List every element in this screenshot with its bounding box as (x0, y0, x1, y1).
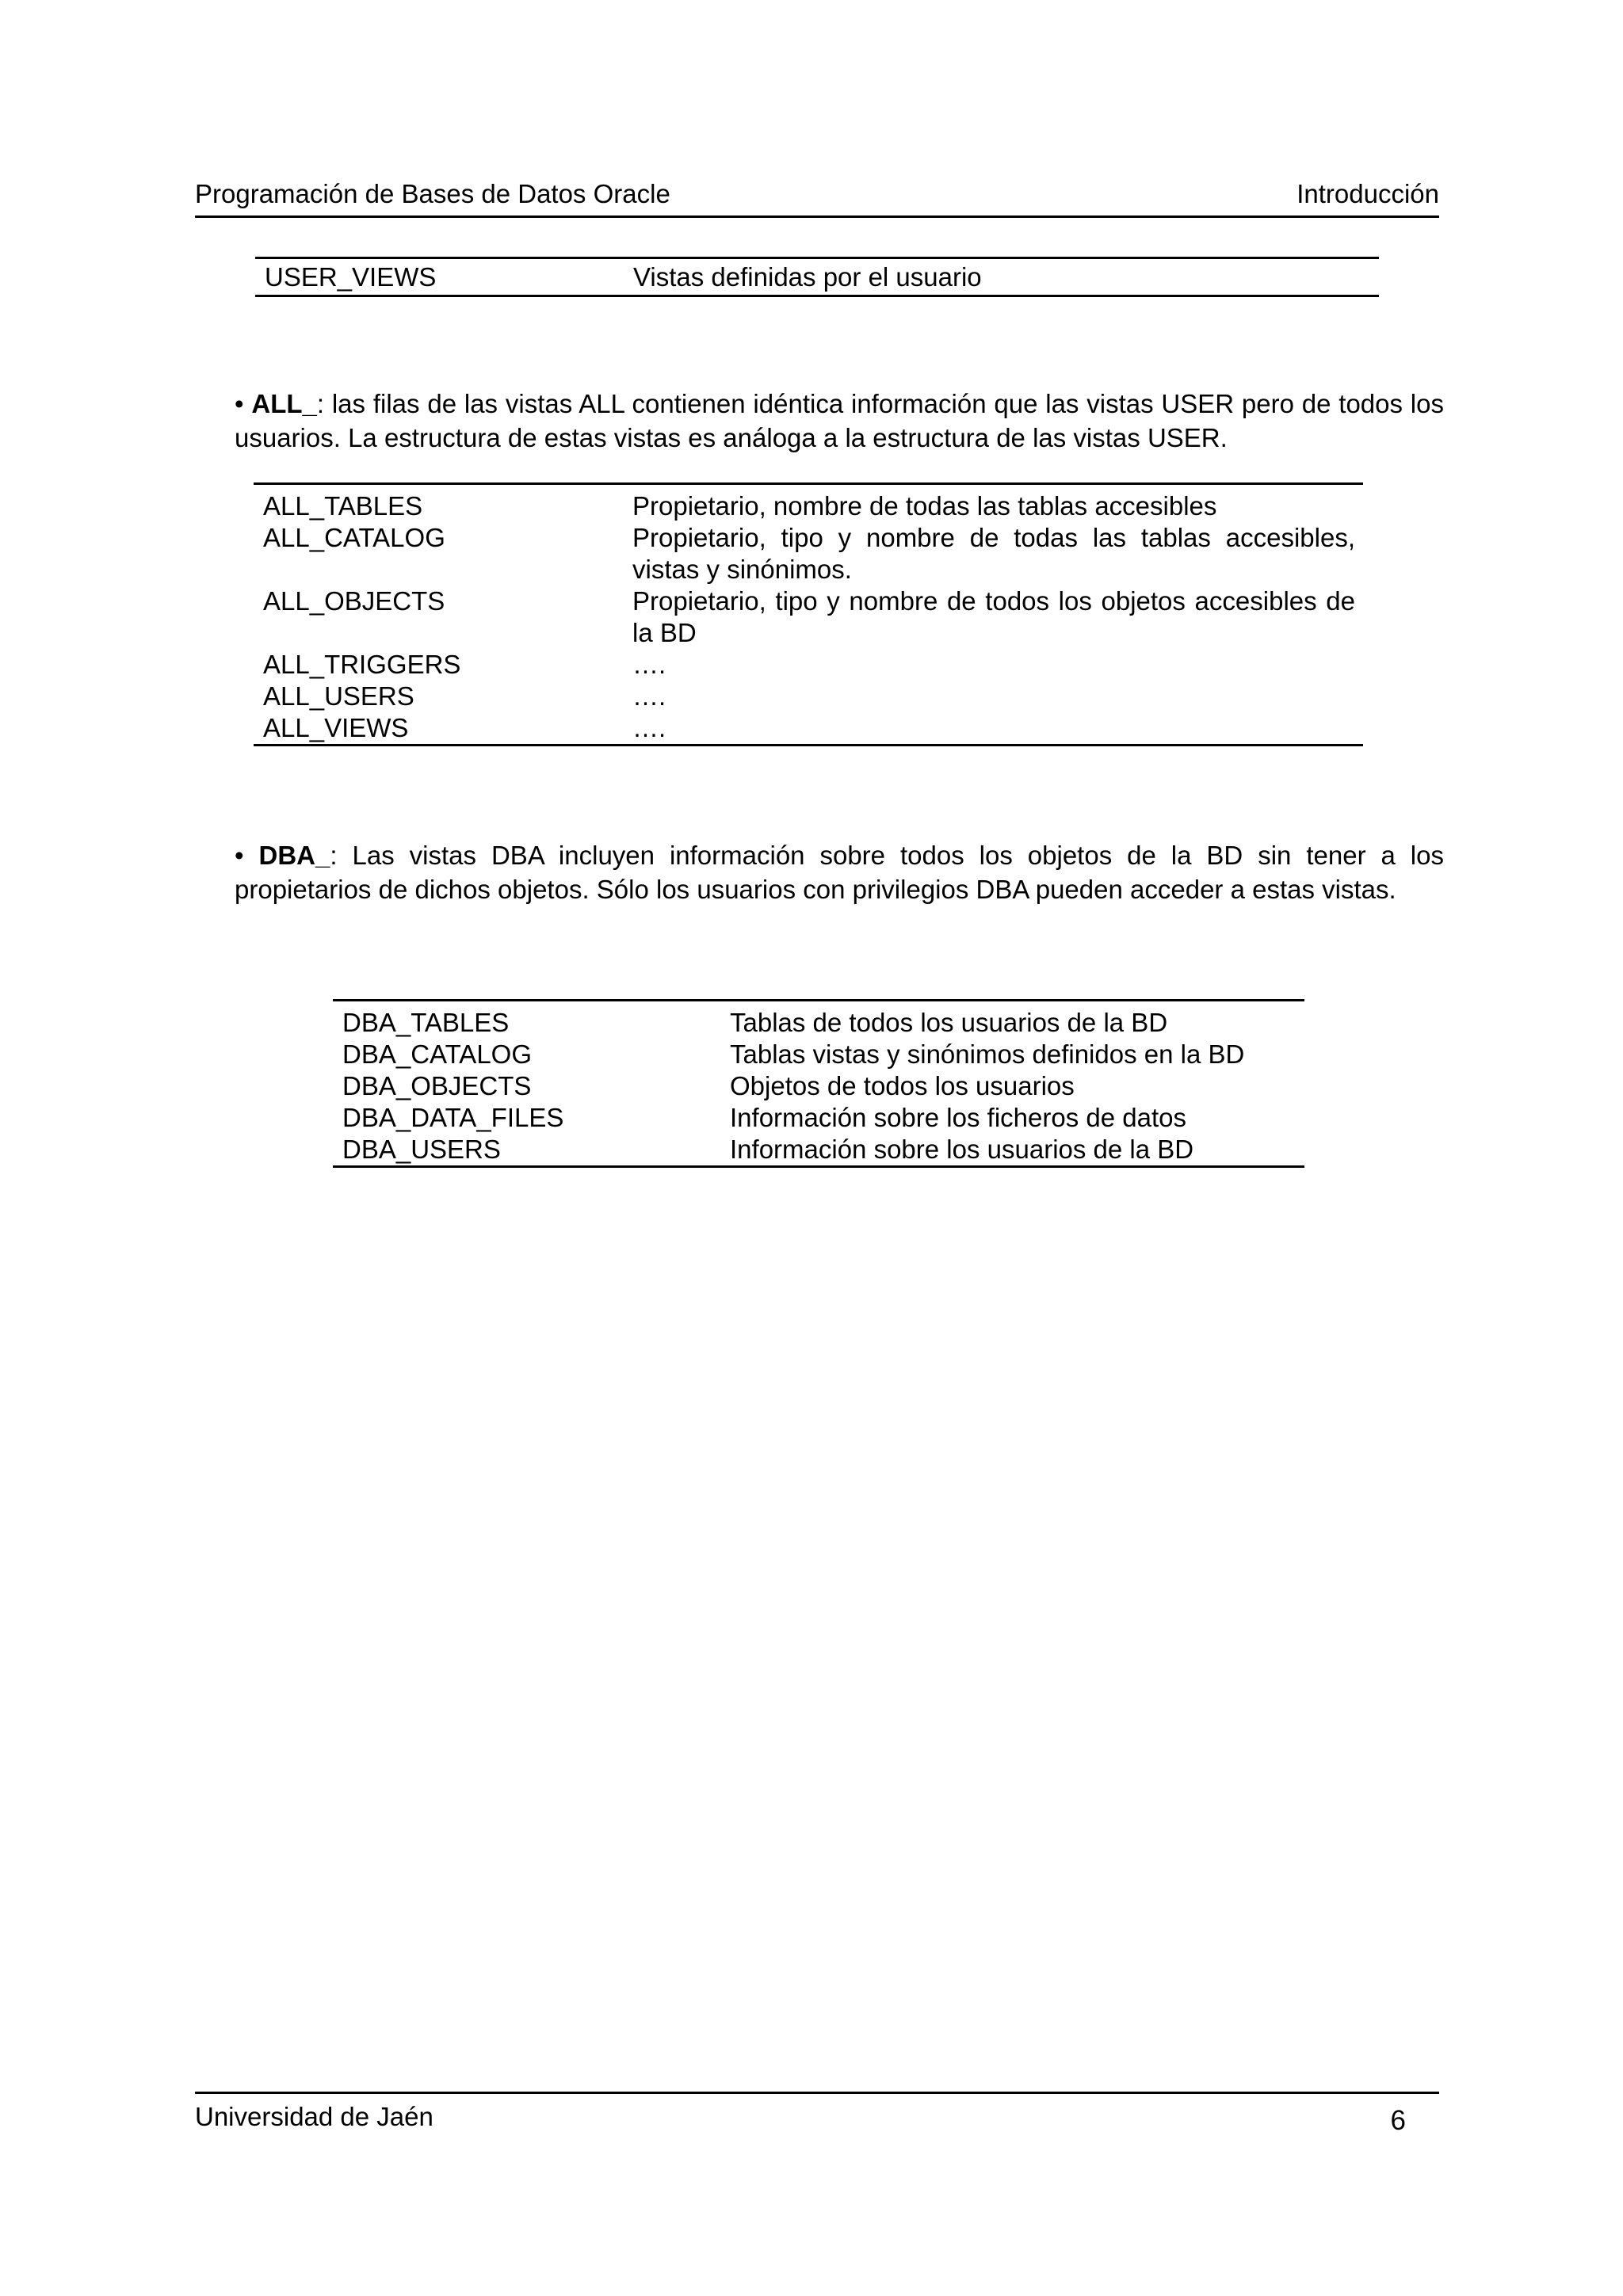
view-name: ALL_USERS (263, 681, 414, 711)
view-description: Tablas vistas y sinónimos definidos en la BD (730, 1039, 1245, 1069)
view-name: ALL_TABLES (263, 491, 423, 521)
table-row (333, 1102, 1304, 1134)
view-description: Información sobre los ficheros de datos (730, 1103, 1186, 1132)
table-row (333, 1070, 1304, 1102)
view-description: Vistas definidas por el usuario (633, 262, 982, 292)
view-description: Objetos de todos los usuarios (730, 1071, 1075, 1100)
table-row (254, 490, 1363, 522)
table-row (254, 681, 1363, 712)
table-row (333, 1039, 1304, 1070)
view-name: ALL_VIEWS (263, 713, 409, 742)
table-row (255, 261, 1379, 293)
view-name: DBA_OBJECTS (342, 1071, 532, 1100)
table-row (254, 712, 1363, 744)
page-footer (195, 2092, 1439, 2149)
view-name: DBA_CATALOG (342, 1039, 533, 1069)
view-description: Propietario, nombre de todas las tablas accesibles (632, 491, 1217, 521)
term-label: DBA_ (258, 841, 330, 870)
header-title: Programación de Bases de Datos Oracle (195, 179, 670, 208)
table-row (333, 1007, 1304, 1039)
view-description: …. (632, 681, 666, 711)
view-description: …. (632, 650, 666, 679)
page-header (195, 177, 1439, 218)
table-row (254, 522, 1363, 585)
view-name: DBA_TABLES (342, 1008, 510, 1037)
view-name: DBA_USERS (342, 1135, 501, 1164)
view-description: Propietario, tipo y nombre de todas las tablas accesibles, vistas y sinónimos. (632, 523, 1355, 584)
user-views-table (255, 257, 1379, 297)
view-description: Información sobre los usuarios de la BD (730, 1135, 1194, 1164)
dba-views-table (333, 999, 1304, 1168)
dba-views-paragraph (235, 838, 1444, 906)
view-description: Tablas de todos los usuarios de la BD (730, 1008, 1168, 1037)
all-views-paragraph (235, 387, 1444, 455)
term-label: ALL_ (251, 389, 317, 418)
header-section: Introducción (1296, 179, 1439, 208)
table-row (254, 649, 1363, 681)
page-number: 6 (1390, 2105, 1406, 2136)
view-description: Propietario, tipo y nombre de todos los objetos accesibles de la BD (632, 586, 1355, 647)
view-name: ALL_TRIGGERS (263, 650, 461, 679)
view-name: ALL_OBJECTS (263, 586, 445, 616)
bullet-icon: • (235, 389, 244, 418)
table-row (333, 1134, 1304, 1165)
table-row (254, 585, 1363, 649)
bullet-icon: • (235, 841, 244, 870)
paragraph-text: : las filas de las vistas ALL contienen idéntica información que las vistas USER pero de todos los usuarios. La estructura de estas vistas es análoga a la estructura de las vistas USER. (235, 389, 1444, 452)
view-name: ALL_CATALOG (263, 523, 445, 552)
view-name: USER_VIEWS (265, 262, 437, 292)
view-description: …. (632, 713, 666, 742)
all-views-table (254, 482, 1363, 746)
footer-institution: Universidad de Jaén (195, 2102, 433, 2131)
view-name: DBA_DATA_FILES (342, 1103, 564, 1132)
paragraph-text: : Las vistas DBA incluyen información sobre todos los objetos de la BD sin tener a los propietarios de dichos objetos. Sólo los usuarios con privilegios DBA pueden acceder a estas vistas. (235, 841, 1444, 904)
